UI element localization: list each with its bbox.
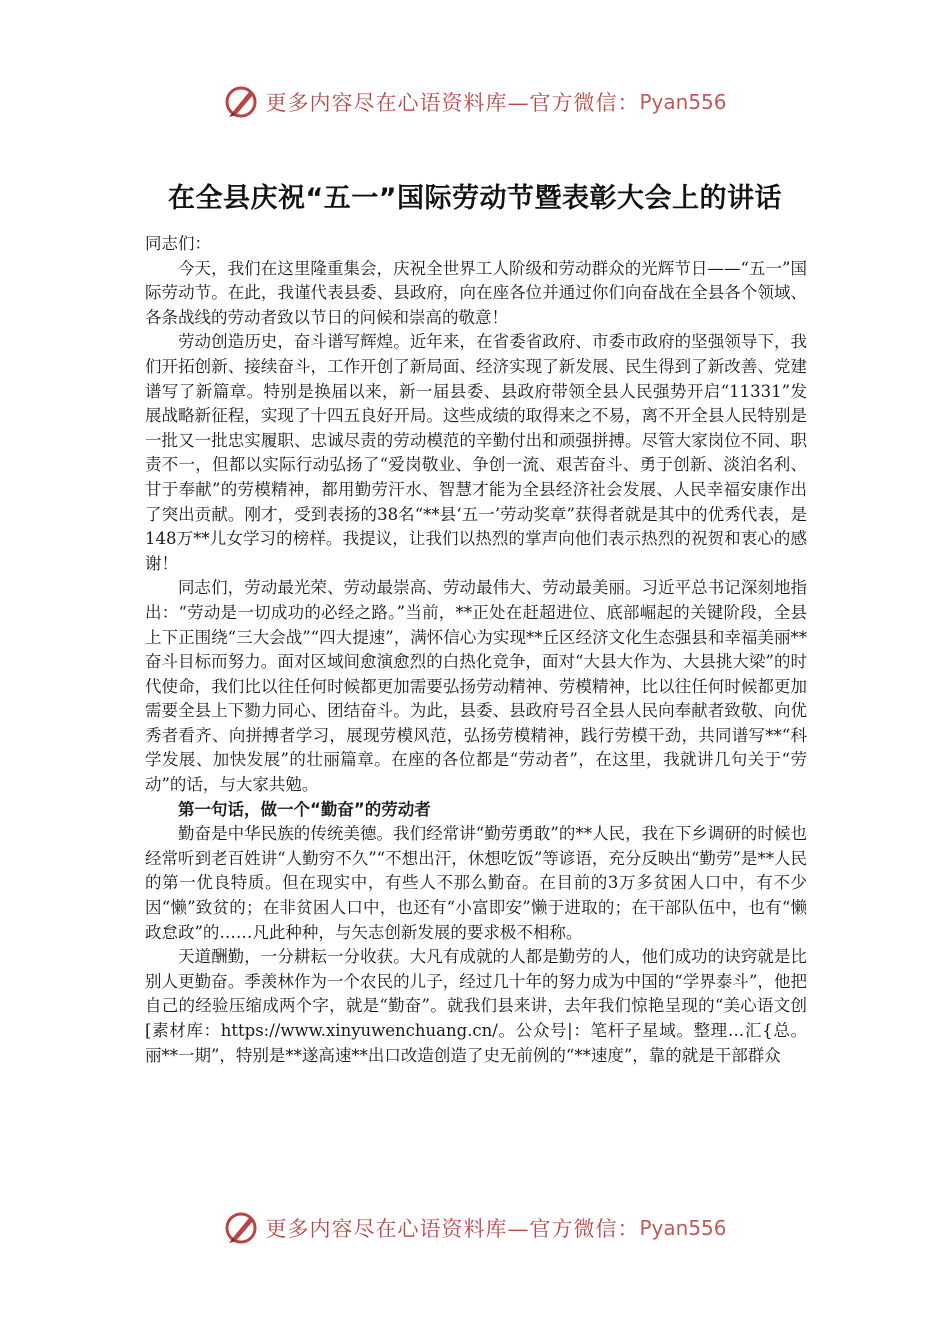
pen-logo-icon: [223, 1210, 259, 1246]
paragraph: 劳动创造历史，奋斗谱写辉煌。近年来，在省委省政府、市委市政府的坚强领导下，我们开拓创新、接续奋斗，工作开创了新局面、经济实现了新发展、民生得到了新改善、党建谱写了新篇章。特别是换届以来，新一届县委、县政府带领全县人民强势开启“11331”发展战略新征程，实现了十四五良好开局。这些成绩的取得来之不易，离不开全县人民特别是一批又一批忠实履职、忠诚尽责的劳动模范的辛勤付出和顽强拼搏。尽管大家岗位不同、职责不一，但都以实际行动弘扬了“爱岗敬业、争创一流、艰苦奋斗、勇于创新、淡泊名利、甘于奉献”的劳模精神，都用勤劳汗水、智慧才能为全县经济社会发展、人民幸福安康作出了突出贡献。刚才，受到表扬的38名“**县‘五一’劳动奖章”获得者就是其中的优秀代表，是148万**儿女学习的榜样。我提议，让我们以热烈的掌声向他们表示热烈的祝贺和衷心的感谢！: [145, 332, 807, 573]
top-banner: [0, 80, 950, 124]
paragraph: 勤奋是中华民族的传统美德。我们经常讲“勤劳勇敢”的**人民，我在下乡调研的时候也经常听到老百姓讲“人勤穷不久”“不想出汗，休想吃饭”等谚语，充分反映出“勤劳”是**人民的第一优良特质。但在现实中，有些人不那么勤奋。在目前的3万多贫困人口中，有不少因“懒”致贫的；在非贫困人口中，也还有“小富即安”懒于进取的；在干部队伍中，也有“懒政怠政”的……凡此种种，与矢志创新发展的要求极不相称。: [145, 824, 807, 942]
paragraph: 今天，我们在这里隆重集会，庆祝全世界工人阶级和劳动群众的光辉节日——“五一”国际劳动节。在此，我谨代表县委、县政府，向在座各位并通过你们向奋战在全县各个领域、各条战线的劳动者致以节日的问候和崇高的敬意！: [145, 258, 807, 327]
banner-text: 更多内容尽在心语资料库—官方微信：: [265, 1217, 640, 1241]
section-heading: 第一句话，做一个“勤奋”的劳动者: [178, 799, 431, 819]
pen-logo-icon: [223, 84, 259, 120]
paragraph: 天道酬勤，一分耕耘一分收获。大凡有成就的人都是勤劳的人，他们成功的诀窍就是比别人更勤奋。季羡林作为一个农民的儿子，经过几十年的努力成为中国的“学界泰斗”，他把自己的经验压缩成两个字，就是“勤奋”。就我们县来讲，去年我们惊艳呈现的“美心语文创[素材库：https://www.xinyuwenchuang.cn/。公众号|：笔杆子星域。整理…汇{总。丽**一期”，特别是**遂高速**出口改造创造了史无前例的“**速度”，靠的就是干部群众: [145, 947, 807, 1065]
banner-wechat-id: Pyan556: [639, 90, 727, 114]
bottom-banner: [0, 1206, 950, 1250]
document-body: [145, 232, 807, 1068]
page-title: 在全县庆祝“五一”国际劳动节暨表彰大会上的讲话: [168, 183, 782, 214]
banner-wechat-id: Pyan556: [639, 1216, 727, 1240]
banner-text: 更多内容尽在心语资料库—官方微信：: [265, 91, 640, 115]
greeting: 同志们：: [145, 234, 211, 253]
paragraph: 同志们，劳动最光荣、劳动最崇高、劳动最伟大、劳动最美丽。习近平总书记深刻地指出：“劳动是一切成功的必经之路。”当前，**正处在赶超进位、底部崛起的关键阶段，全县上下正围绕“三大会战”“四大提速”，满怀信心为实现**丘区经济文化生态强县和幸福美丽**奋斗目标而努力。面对区域间愈演愈烈的白热化竞争，面对“大县大作为、大县挑大梁”的时代使命，我们比以往任何时候都更加需要弘扬劳动精神、劳模精神，比以往任何时候都更加需要全县上下勠力同心、团结奋斗。为此，县委、县政府号召全县人民向奉献者致敬、向优秀者看齐、向拼搏者学习，展现劳模风范，弘扬劳模精神，践行劳模干劲，共同谱写**“科学发展、加快发展”的壮丽篇章。在座的各位都是“劳动者”，在这里，我就讲几句关于“劳动”的话，与大家共勉。: [145, 578, 807, 795]
